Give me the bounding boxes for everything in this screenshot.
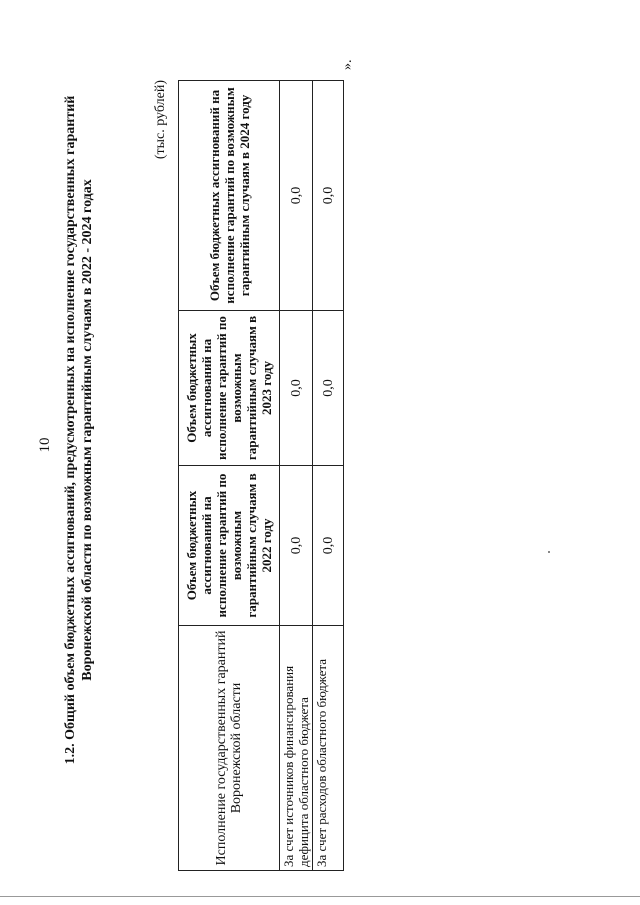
cell-2023: 0,0 — [280, 311, 313, 466]
closing-quote-mark: ». — [340, 59, 355, 70]
table-row — [313, 81, 344, 871]
cell-2024: 0,0 — [313, 81, 344, 311]
cell-2022: 0,0 — [280, 466, 313, 626]
units-note: (тыс. рублей) — [153, 80, 168, 160]
page-number: 10 — [37, 437, 53, 453]
scan-edge-line — [0, 896, 640, 897]
header-2022: Объем бюджетных ассигнований на исполнение гарантий по возможным гарантийным случаям в 2022 году — [179, 466, 280, 626]
header-2024: Объем бюджетных ассигнований на исполнение гарантий по возможным гарантийным случаям в 2024 году — [179, 81, 280, 311]
cell-2022: 0,0 — [313, 466, 344, 626]
header-2023: Объем бюджетных ассигнований на исполнение гарантий по возможным гарантийным случаям в 2023 году — [179, 311, 280, 466]
title-line-1: 1.2. Общий объем бюджетных ассигнований, предусмотренных на исполнение государственных гарантий — [63, 95, 78, 765]
scan-speck — [548, 551, 550, 553]
row-label: За счет источников финансирования дефицита областного бюджета — [280, 626, 313, 871]
row-label: За счет расходов областного бюджета — [313, 626, 344, 871]
table-row — [280, 81, 313, 871]
section-title — [62, 70, 96, 790]
title-line-2: Воронежской области по возможным гарантийным случаям в 2022 - 2024 годах — [80, 179, 95, 681]
guarantees-table — [178, 80, 344, 871]
cell-2023: 0,0 — [313, 311, 344, 466]
cell-2024: 0,0 — [280, 81, 313, 311]
table-header-row — [179, 81, 280, 871]
header-guarantee-execution: Исполнение государственных гарантий Воронежской области — [179, 626, 280, 871]
